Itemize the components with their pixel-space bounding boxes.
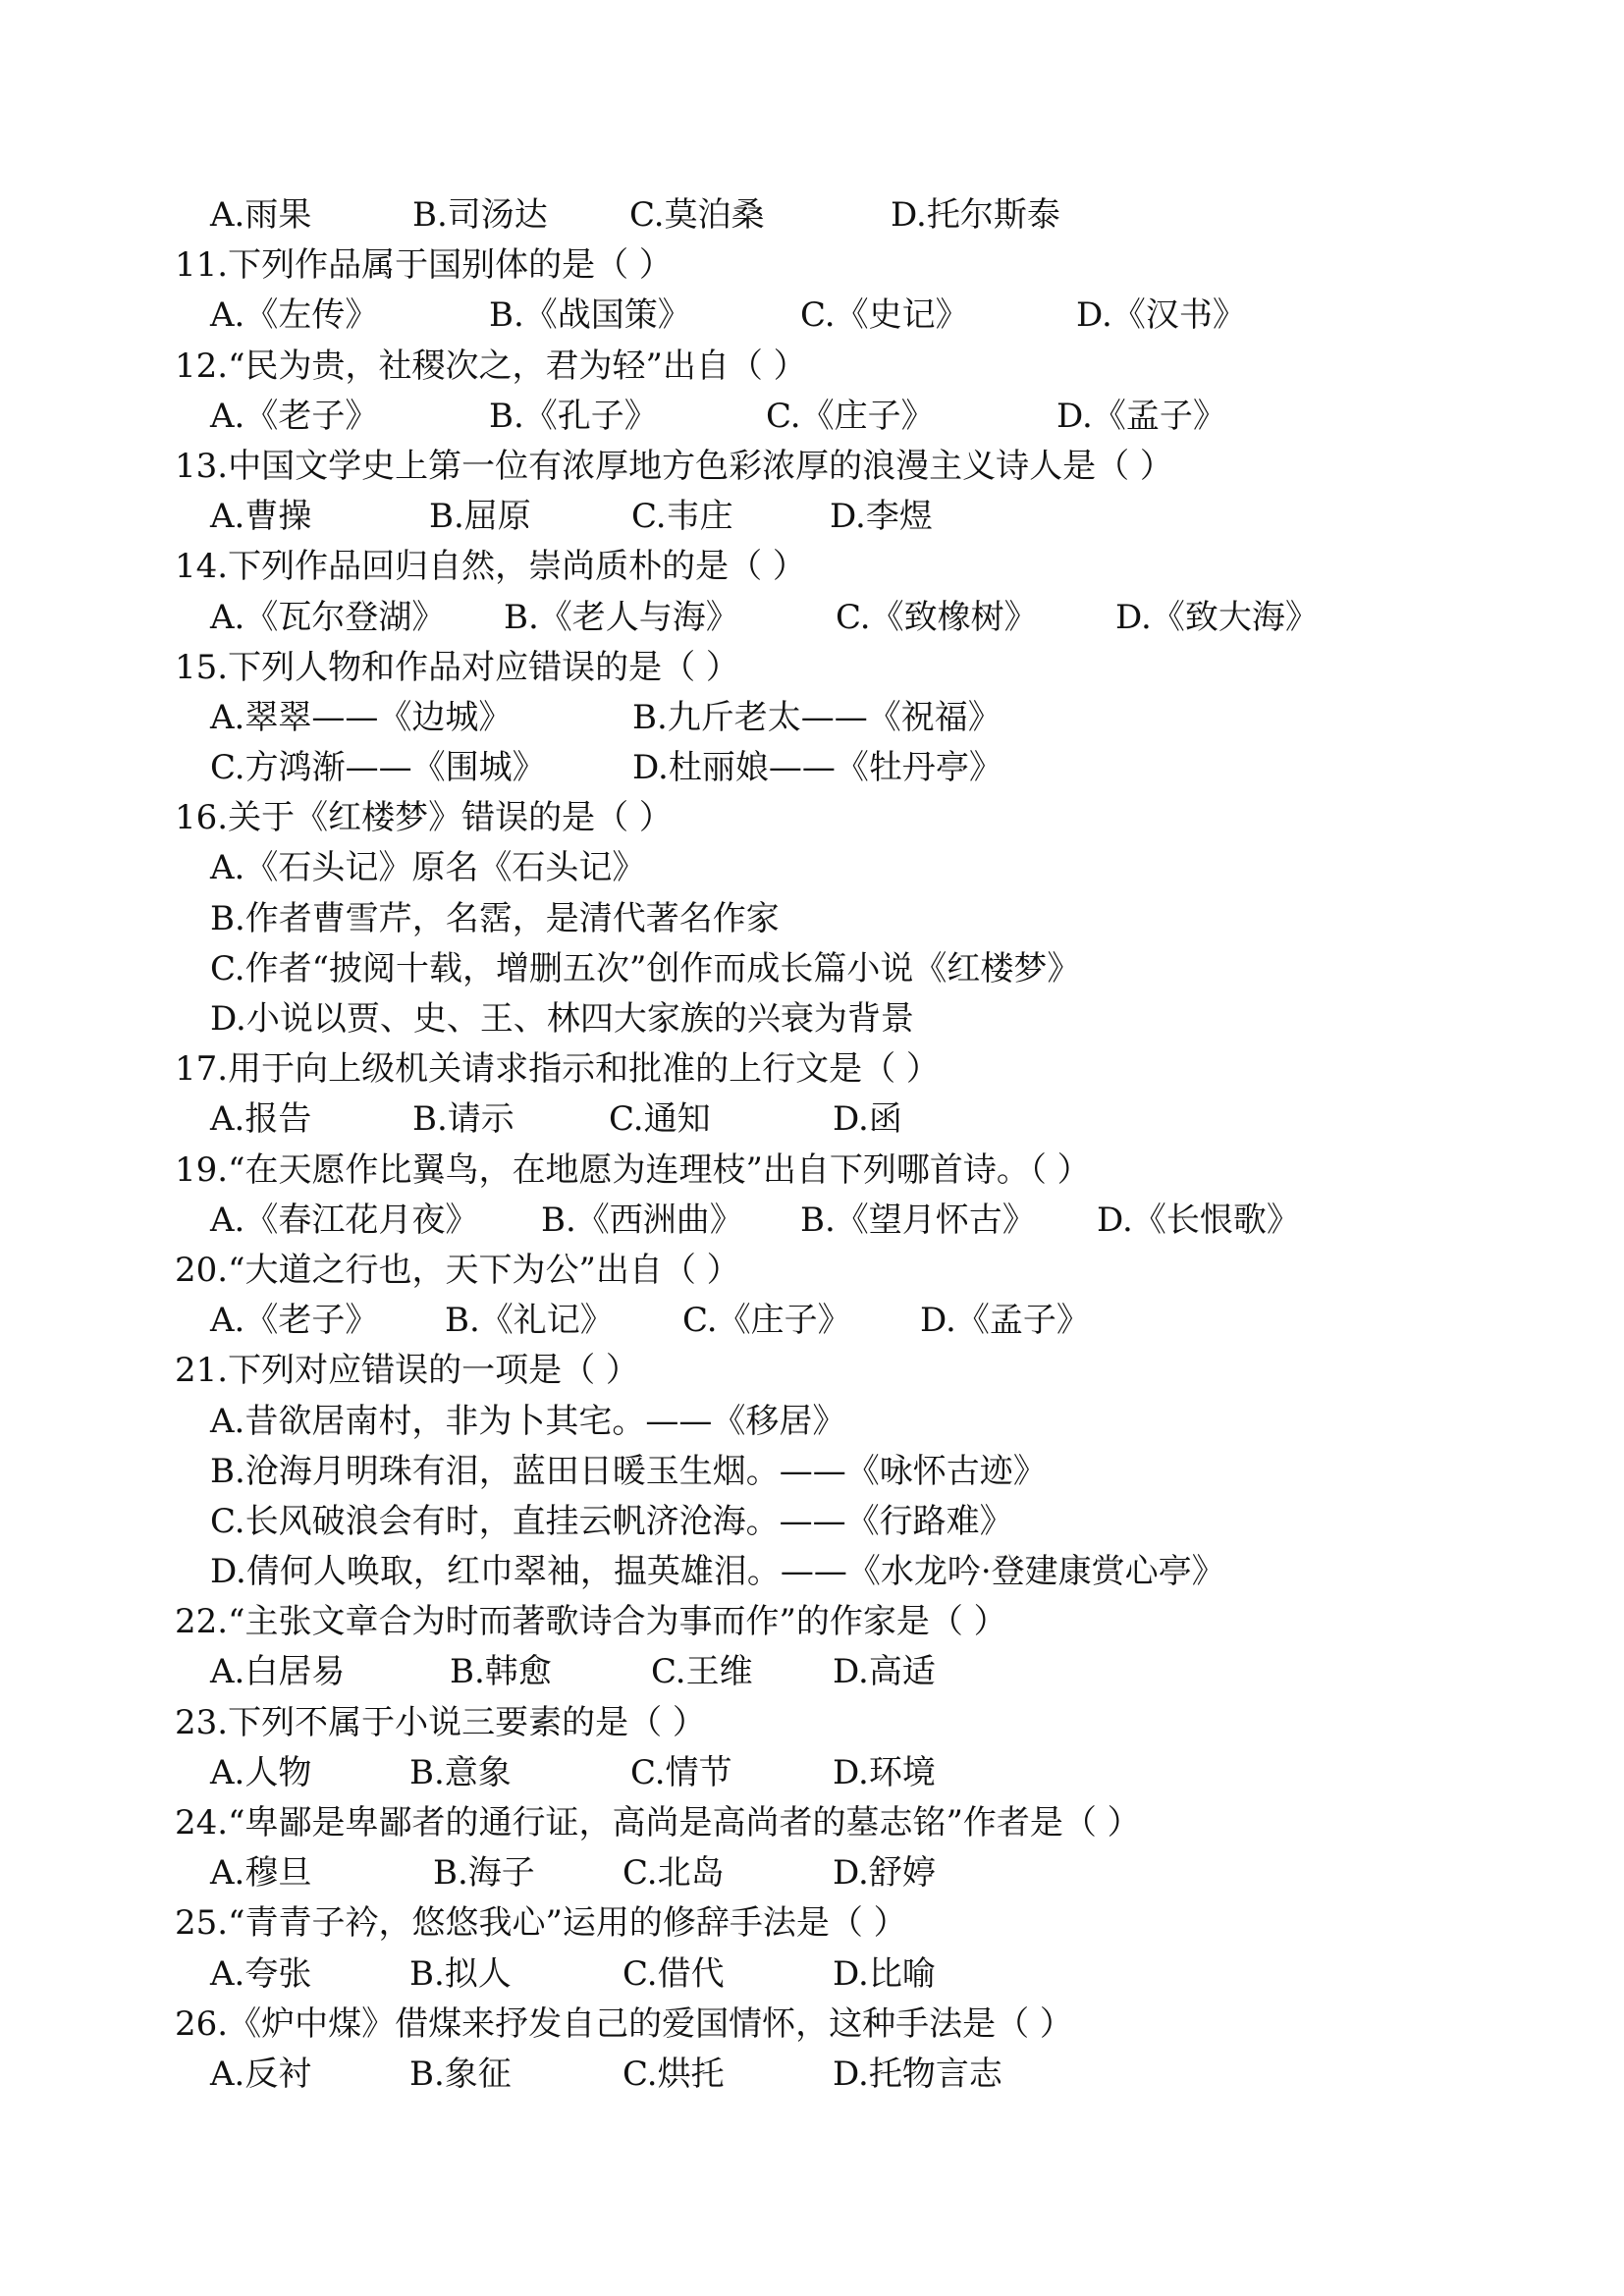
answer-option: D.倩何人唤取，红巾翠袖，揾英雄泪。——《水龙吟·登建康赏心亭》 [210,1552,1225,1592]
answer-option: B.《战国策》 [489,295,691,336]
question-text: 23.下列不属于小说三要素的是（ ） [175,1702,706,1742]
question-list [175,190,1451,2100]
answer-options-row [175,1296,1451,1346]
answer-options-row [175,492,1451,542]
answer-options-row [175,1848,1451,1898]
answer-option: D.《致大海》 [1115,597,1319,637]
answer-option: D.比喻 [833,1953,936,1994]
answer-option: D.环境 [833,1752,936,1792]
answer-option: D.《孟子》 [920,1301,1090,1341]
question-text: 16.关于《红楼梦》错误的是（ ） [175,798,673,838]
answer-option: D.函 [833,1099,902,1140]
answer-option: B.沧海月明珠有泪，蓝田日暖玉生烟。——《咏怀古迹》 [210,1451,1047,1491]
answer-option: C.王维 [651,1652,753,1692]
answer-option: B.《礼记》 [445,1301,614,1341]
answer-option: A.《左传》 [210,295,379,336]
answer-option: A.反衬 [210,2054,312,2094]
answer-option: A.昔欲居南村，非为卜其宅。——《移居》 [210,1401,846,1441]
question-text: 11.下列作品属于国别体的是（ ） [175,245,673,286]
answer-option: B.作者曹雪芹，名霑，是清代著名作家 [210,898,780,938]
answer-options-row [175,743,1451,793]
answer-option: C.长风破浪会有时，直挂云帆济沧海。——《行路难》 [210,1501,1013,1541]
answer-option: B.屈原 [429,497,531,537]
question-text: 21.下列对应错误的一项是（ ） [175,1351,639,1391]
question-text: 24.“卑鄙是卑鄙者的通行证，高尚是高尚者的墓志铭”作者是（ ） [175,1803,1141,1842]
answer-options-row [175,291,1451,341]
answer-option: C.莫泊桑 [629,195,765,235]
answer-option: C.《庄子》 [766,396,935,436]
answer-options-row [175,1095,1451,1145]
answer-option: C.情节 [630,1752,732,1792]
answer-option: D.托尔斯泰 [891,195,1060,235]
answer-option: B.拟人 [409,1953,512,1994]
answer-option: A.曹操 [210,497,312,537]
answer-option: C.作者“披阅十载，增删五次”创作而成长篇小说《红楼梦》 [210,948,1081,988]
answer-option: D.托物言志 [833,2054,1002,2094]
answer-option: C.通知 [609,1099,711,1140]
answer-option: D.高适 [833,1652,936,1692]
answer-option: B.韩愈 [450,1652,552,1692]
answer-option: D.《汉书》 [1076,295,1246,336]
answer-option: B.《老人与海》 [504,597,739,637]
answer-options-row [175,1949,1451,2000]
question-text: 12.“民为贵，社稷次之，君为轻”出自（ ） [175,346,807,386]
answer-option: A.《老子》 [210,396,379,436]
answer-option: B.《望月怀古》 [800,1200,1036,1240]
answer-option: B.《西洲曲》 [541,1200,743,1240]
question-text: 13.中国文学史上第一位有浓厚地方色彩浓厚的浪漫主义诗人是（ ） [175,446,1173,486]
answer-option: D.《孟子》 [1056,396,1226,436]
answer-option: A.《春江花月夜》 [210,1200,479,1240]
answer-option: C.韦庄 [631,497,733,537]
question-text: 14.下列作品回归自然，崇尚质朴的是（ ） [175,547,806,587]
question-text: 22.“主张文章合为时而著歌诗合为事而作”的作家是（ ） [175,1602,1007,1642]
answer-option: C.《致橡树》 [836,597,1038,637]
answer-option: D.《长恨歌》 [1097,1200,1300,1240]
question-text: 26.《炉中煤》借煤来抒发自己的爱国情怀，这种手法是（ ） [175,2003,1073,2044]
answer-option: B.请示 [412,1099,514,1140]
answer-option: A.翠翠——《边城》 [210,697,513,737]
answer-option: A.报告 [210,1099,312,1140]
answer-option: D.杜丽娘——《牡丹亭》 [632,748,1002,788]
question-text: 20.“大道之行也，天下为公”出自（ ） [175,1250,740,1290]
answer-option: C.借代 [623,1953,725,1994]
answer-option: A.《老子》 [210,1301,379,1341]
answer-options-row [175,593,1451,643]
answer-option: A.雨果 [210,195,312,235]
answer-options-row [175,190,1451,240]
answer-option: C.方鸿渐——《围城》 [210,748,546,788]
answer-option: B.海子 [433,1853,535,1894]
answer-options-row [175,392,1451,442]
answer-option: B.意象 [409,1752,512,1792]
answer-options-row [175,1748,1451,1798]
question-text: 17.用于向上级机关请求指示和批准的上行文是（ ） [175,1049,940,1090]
answer-options-row [175,1647,1451,1697]
answer-option: D.李煜 [830,497,933,537]
question-text: 19.“在天愿作比翼鸟，在地愿为连理枝”出自下列哪首诗。（ ） [175,1149,1091,1190]
answer-option: B.《孔子》 [489,396,658,436]
answer-option: B.九斤老太——《祝福》 [632,697,1001,737]
answer-option: C.北岛 [623,1853,725,1894]
answer-option: B.象征 [409,2054,512,2094]
answer-options-row [175,2050,1451,2100]
question-text: 15.下列人物和作品对应错误的是（ ） [175,647,739,687]
answer-option: A.人物 [210,1752,312,1792]
answer-options-row [175,1196,1451,1246]
answer-option: A.夸张 [210,1953,312,1994]
question-text: 25.“青青子衿，悠悠我心”运用的修辞手法是（ ） [175,1903,907,1944]
answer-option: B.司汤达 [412,195,548,235]
answer-option: C.烘托 [623,2054,725,2094]
answer-option: C.《史记》 [800,295,969,336]
answer-option: A.穆旦 [210,1853,312,1894]
answer-option: D.小说以贾、史、王、林四大家族的兴衰为背景 [210,999,914,1039]
answer-options-row [175,693,1451,743]
answer-option: A.白居易 [210,1652,346,1692]
answer-option: A.《瓦尔登湖》 [210,597,446,637]
answer-option: C.《庄子》 [682,1301,851,1341]
answer-option: D.舒婷 [833,1853,936,1894]
answer-option: A.《石头记》原名《石头记》 [210,848,646,888]
